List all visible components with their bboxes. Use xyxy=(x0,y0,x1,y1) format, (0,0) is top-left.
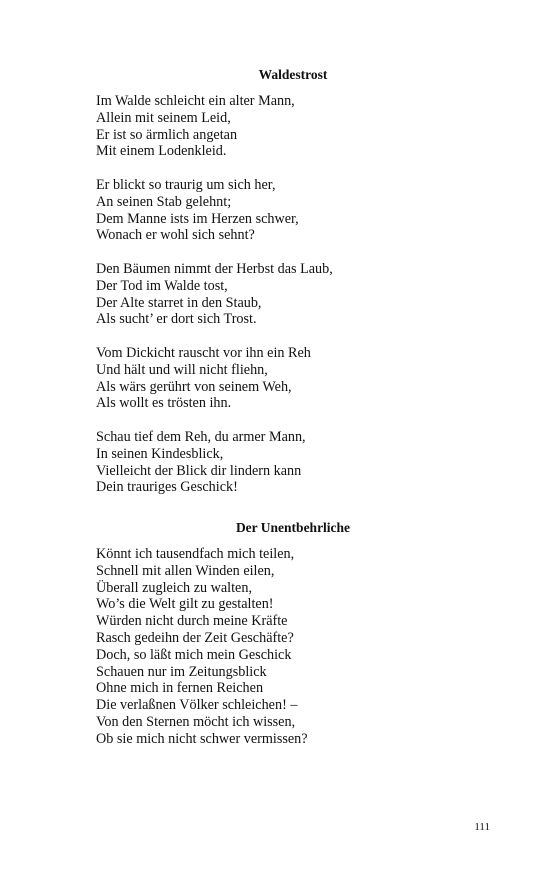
verse-line: Im Walde schleicht ein alter Mann, xyxy=(96,93,295,109)
verse-line: Als sucht’ er dort sich Trost. xyxy=(96,311,257,328)
poem-body xyxy=(96,546,516,764)
stanza xyxy=(96,429,516,496)
stanza xyxy=(96,177,516,244)
verse-line: Die verlaßnen Völker schleichen! – xyxy=(96,697,298,714)
verse-line: Er ist so ärmlich angetan xyxy=(96,126,238,143)
poem-title: Der Unentbehrliche xyxy=(235,520,351,535)
verse-line: Und hält und will nicht fliehn, xyxy=(96,361,268,378)
verse-line: Könnt ich tausendfach mich teilen, xyxy=(96,546,295,562)
stanza xyxy=(96,93,516,160)
verse-line: Als wollt es trösten ihn. xyxy=(96,395,232,412)
verse-line: Vielleicht der Blick dir lindern kann xyxy=(96,462,302,479)
verse-line: Mit einem Lodenkleid. xyxy=(96,143,227,160)
verse-line: Dem Manne ists im Herzen schwer, xyxy=(96,210,299,227)
verse-line: An seinen Stab gelehnt; xyxy=(96,193,232,210)
verse-line: Schau tief dem Reh, du armer Mann, xyxy=(96,428,306,445)
verse-line: Schauen nur im Zeitungsblick xyxy=(96,663,267,680)
poem-body xyxy=(96,93,516,513)
verse-line: Doch, so läßt mich mein Geschick xyxy=(96,646,292,663)
verse-line: In seinen Kindesblick, xyxy=(96,445,224,462)
verse-line: Wonach er wohl sich sehnt? xyxy=(96,227,255,244)
verse-line: Überall zugleich zu walten, xyxy=(96,579,252,596)
verse-line: Vom Dickicht rauscht vor ihn ein Reh xyxy=(96,344,311,361)
verse-line: Allein mit seinem Leid, xyxy=(96,109,231,126)
verse-line: Er blickt so traurig um sich her, xyxy=(96,176,276,193)
stanza xyxy=(96,345,516,412)
verse-line: Rasch gedeihn der Zeit Geschäfte? xyxy=(96,629,294,646)
verse-line: Wo’s die Welt gilt zu gestalten! xyxy=(96,596,274,613)
verse-line: Würden nicht durch meine Kräfte xyxy=(96,613,288,630)
verse-line: Dein trauriges Geschick! xyxy=(96,479,238,496)
poem-title: Waldestrost xyxy=(258,67,328,82)
verse-line: Der Tod im Walde tost, xyxy=(96,277,228,294)
verse-line: Schnell mit allen Winden eilen, xyxy=(96,562,275,579)
verse-line: Den Bäumen nimmt der Herbst das Laub, xyxy=(96,260,333,277)
verse-line: Ohne mich in fernen Reichen xyxy=(96,680,264,697)
verse-line: Der Alte starret in den Staub, xyxy=(96,294,262,311)
page-number: 111 xyxy=(474,821,490,833)
verse-line: Von den Sternen möcht ich wissen, xyxy=(96,713,296,730)
stanza xyxy=(96,546,516,748)
verse-line: Ob sie mich nicht schwer vermissen? xyxy=(96,730,308,747)
stanza xyxy=(96,261,516,328)
verse-line: Als wärs gerührt von seinem Weh, xyxy=(96,378,292,395)
